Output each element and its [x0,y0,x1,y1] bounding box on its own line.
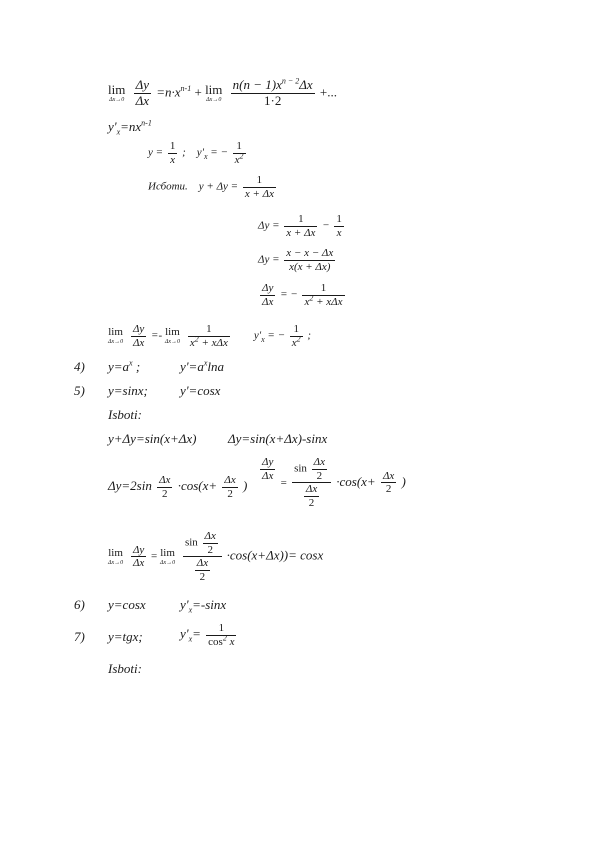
formula-power-derivative: $y'_x=nx^{n-1}$ [108,118,152,137]
item-5-number: 5) [74,383,85,398]
lim-operator: lim Δx→0 [205,82,223,104]
item-5-derivative: y'=cosx [180,383,221,398]
formula-sin-ratio: $\frac{\Delta y}{\Delta x}$ = sin $\frac{\Delta x}{2}$ $\frac{\Delta x}{2}$ ·cos(x+ $\frac{\Delta x}{2}$ ) [262,456,406,509]
formula-limit-expansion: lim Δx→0 $\frac{\Delta y}{\Delta x}$ $=n\cdot x^{n-1}$ + lim Δx→0 $\frac{n(n - 1)x^{n - 2}\Delta x}{1\cdot 2}$ +... [108,76,338,108]
item-4-derivative: $y'=a^x\ln a$ [180,358,225,374]
formula-delta-ratio: $\frac{\Delta y}{\Delta x}$ = − $\frac{1}{x^2 + x\Delta x}$ [262,282,343,308]
formula-sin-product: Δy=2sin $\frac{\Delta x}{2}$ ·cos(x+ $\frac{\Delta x}{2}$ ) [108,474,248,500]
lim-operator: lim Δx→0 [108,82,126,104]
item-7-derivative: $y'_x=$ $\frac{1}{\cos^2 x}$ [180,622,235,648]
item-7-number: 7) [74,629,85,644]
fraction-dy-dx: $\frac{\Delta y}{\Delta x}$ [135,77,149,108]
formula-limit-sin: lim Δx→0 $\frac{\Delta y}{\Delta x}$ = lim Δx→0 sin $\frac{\Delta x}{2}$ $\frac{\Delta x}{2}$ ·cos(x+Δx))= cosx [108,530,324,583]
item-6-function: y=cosx [108,597,146,612]
formula-sin-delta: Δy=sin(x+Δx)-sinx [228,431,328,446]
item-7-function: y=tgx; [108,629,143,644]
item-4-number: 4) [74,359,85,374]
formula-delta-y-difference: Δy = $\frac{1}{x + \Delta x}$ − $\frac{1}{x}$ [258,213,342,239]
proof-heading: Isboti: [108,407,142,422]
formula-proof-start: Исботи. y + Δy = $\frac{1}{x + \Delta x}$ [148,174,274,200]
item-6-number: 6) [74,597,85,612]
item-5-function: y=sinx; [108,383,148,398]
item-6-derivative: $y'_x=$-sinx [180,597,227,615]
item-4-function: $y=a^x$ ; [108,358,141,374]
formula-limit-reciprocal: lim Δx→0 $\frac{\Delta y}{\Delta x}$ =- lim Δx→0 $\frac{1}{x^2 + x\Delta x}$ $y'_x$ = − $\frac{1}{x^2}$ ; [108,323,312,349]
fraction-binomial-term: $\frac{n(n - 1)x^{n - 2}\Delta x}{1\cdot 2}$ [232,76,313,108]
formula-delta-y-combined: Δy = $\frac{x - x - \Delta x}{x(x + \Delta x)}$ [258,247,334,273]
proof-heading-2: Isboti: [108,661,142,676]
formula-sin-increment: y+Δy=sin(x+Δx) [108,431,197,446]
formula-reciprocal: y = $\frac{1}{x}$ ; $y'_x$ = − $\frac{1}{x^2}$ [148,140,244,166]
